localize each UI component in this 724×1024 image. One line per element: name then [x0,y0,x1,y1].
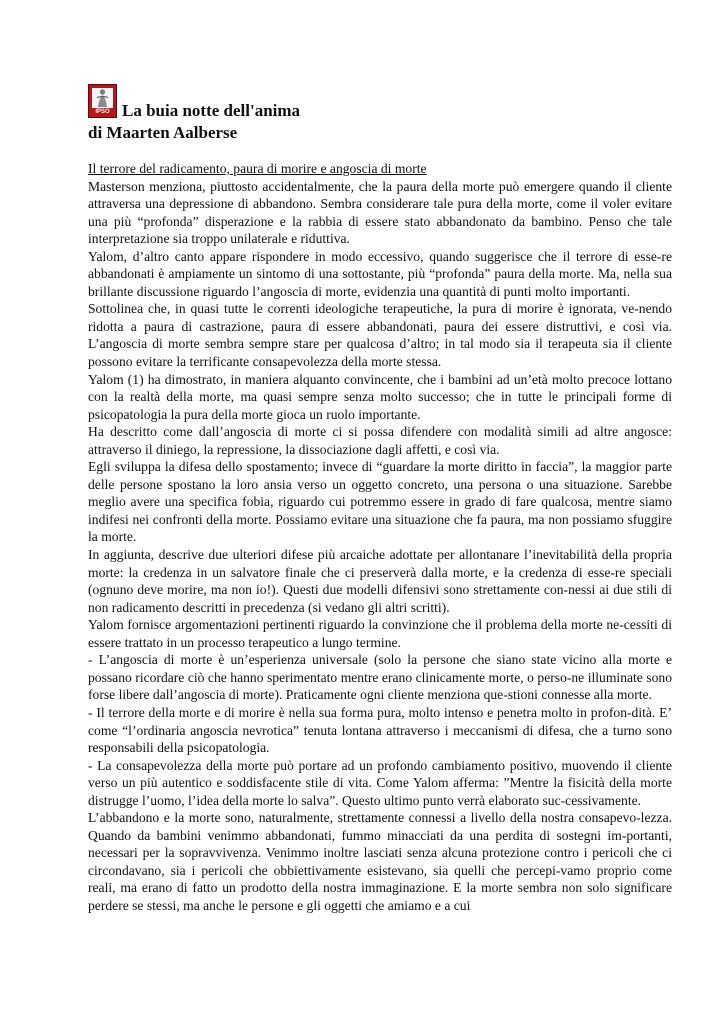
paragraph: - Il terrore della morte e di morire è nella sua forma pura, molto intenso e penetra molto in profon-dità. E’ come “l’ordinaria angoscia nevrotica” tenuta lontana attraverso i meccanismi di difesa, che a turno sono responsabili della psicopatologia. [88,704,672,756]
paragraph: - La consapevolezza della morte può portare ad un profondo cambiamento positivo, muovendo il cliente verso un più autentico e soddisfacente stile di vita. Come Yalom afferma: ”Mentre la fisicità della morte distrugge l’uomo, l’idea della morte lo salva”. Questo ultimo punto verrà elaborato suc-cessivamente. [88,757,672,808]
paragraph: In aggiunta, descrive due ulteriori difese più arcaiche adottate per allontanare l’inevitabilità della propria morte: la credenza in un salvatore finale che ci preserverà dalla morte, e la credenza di esse-re speciali (ognuno deve morire, ma non io!). Questi due modelli difensivi sono strettamente con-nessi ai due stili di non radicamento descritti in precedenza (si vedano gli altri scritti). [88,547,672,615]
paragraph: - L’angoscia di morte è un’esperienza universale (solo la persone che siano state vicino alla morte e possano ricordare ciò che hanno sperimentato mentre erano clinicamente morte, o perso-ne illuminate sono forse libere dall’angoscia di morte). Praticamente ogni cliente menziona que-stioni connesse alla morte. [88,652,672,703]
author-line: di Maarten Aalberse [88,123,238,142]
body-text [88,160,672,915]
paragraph: Yalom fornisce argomentazioni pertinenti riguardo la convinzione che il problema della morte ne-cessiti di essere trattato in un processo terapeutico a lungo termine. [88,617,672,650]
paragraph: Ha descritto come dall’angoscia di morte ci si possa difendere con modalità simili ad altre angosce: attraverso il diniego, la repressione, la dissociazione dagli affetti, e così via. [88,424,672,457]
paragraph: Yalom, d’altro canto appare rispondere in modo eccessivo, quando suggerisce che il terrore di esse-re abbandonati è ampiamente un sintomo di una sottostante, più “profonda” paura della morte. Ma, nella sua brillante discussione riguardo l’angoscia di morte, evidenzia una quantità di punti molto importanti. [88,248,672,299]
paragraph: Masterson menziona, piuttosto accidentalmente, che la paura della morte può emergere quando il cliente attraversa una depressione di abbandono. Sembra considerare tale pura della morte, come il voler evitare una più “profonda” disperazione e la rabbia di essere stato abbandonato da bambino. Penso che tale interpretazione sia troppo unilaterale e riduttiva. [88,178,672,247]
paragraph: Yalom (1) ha dimostrato, in maniera alquanto convincente, che i bambini ad un’età molto precoce lottano con la realtà della morte, ma quasi sempre senza molto successo; che in tutte le principali forme di psicopatologia la pura della morte gioca un ruolo importante. [88,371,672,422]
paragraph: Egli sviluppa la difesa dello spostamento; invece di “guardare la morte diritto in faccia”, la maggior parte delle persone spostano la loro ansia verso un oggetto concreto, una persona o una situazione. Sarebbe meglio avere una specifica fobia, riguardo cui potremmo essere in grado di fare qualcosa, mentre siamo indifesi nei confronti della morte. Possiamo evitare una situazione che fa paura, ma non possiamo sfuggire la morte. [88,459,672,545]
paragraph: Sottolinea che, in quasi tutte le correnti ideologiche terapeutiche, la pura di morire è ignorata, ve-nendo ridotta a paura di castrazione, paura di essere abbandonati, paura dei essere distruttivi, e così via. L’angoscia di morte sembra sempre stare per qualcosa d’altro; in tal modo sia il terapeuta sia il cliente possono evitare la terrificante consapevolezza della morte stessa. [88,301,672,370]
logo-caption: IPSO [95,109,110,115]
ipso-logo [88,84,117,118]
paragraph: L’abbandono e la morte sono, naturalmente, strettamente connessi a livello della nostra consapevo-lezza. Quando da bambini venimmo abbandonati, fummo minacciati da una perdita di sostegni im-portanti, necessari per la sopravvivenza. Venimmo inoltre lasciati senza alcuna protezione contro i pericoli che ci circondavano, sia i pericoli che obbiettivamente esistevano, sia quelli che percepi-vamo proprio come reali, ma erano di fatto un prodotto della nostra immaginazione. E la morte sembra non solo significare perdere se stessi, ma anche le persone e gli oggetti che amiamo e a cui [88,810,672,913]
section-heading: Il terrore del radicamento, paura di morire e angoscia di morte [88,161,427,176]
figure-icon [92,88,113,108]
title-line: La buia notte dell'anima [122,101,301,120]
